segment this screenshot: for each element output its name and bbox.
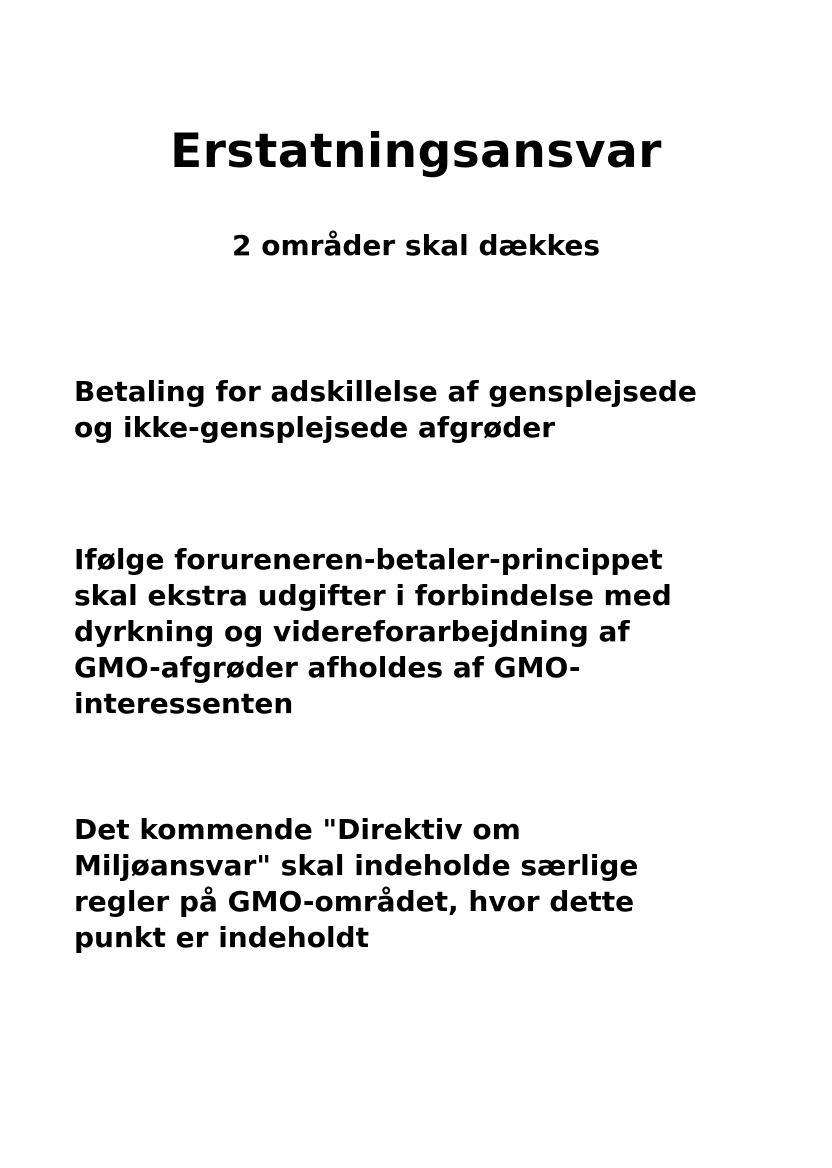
paragraph-separation-payment <box>74 374 774 446</box>
paragraph-line: skal ekstra udgifter i forbindelse med <box>74 579 672 612</box>
paragraph-line: Betaling for adskillelse af gensplejsede <box>74 375 697 408</box>
paragraph-environmental-directive <box>74 812 774 956</box>
paragraph-line: regler på GMO-området, hvor dette <box>74 885 635 918</box>
page-subtitle: 2 områder skal dækkes <box>232 229 600 262</box>
paragraph-line: punkt er indeholdt <box>74 921 369 954</box>
paragraph-line: Ifølge forureneren-betaler-princippet <box>74 543 663 576</box>
paragraph-line: interessenten <box>74 687 294 720</box>
paragraph-polluter-pays <box>74 542 774 722</box>
page-title: Erstatningsansvar <box>170 124 662 179</box>
paragraph-line: Det kommende "Direktiv om <box>74 813 521 846</box>
paragraph-line: GMO-afgrøder afholdes af GMO- <box>74 651 581 684</box>
paragraph-line: dyrkning og videreforarbejdning af <box>74 615 630 648</box>
paragraph-line: og ikke-gensplejsede afgrøder <box>74 411 556 444</box>
paragraph-line: Miljøansvar" skal indeholde særlige <box>74 849 639 882</box>
